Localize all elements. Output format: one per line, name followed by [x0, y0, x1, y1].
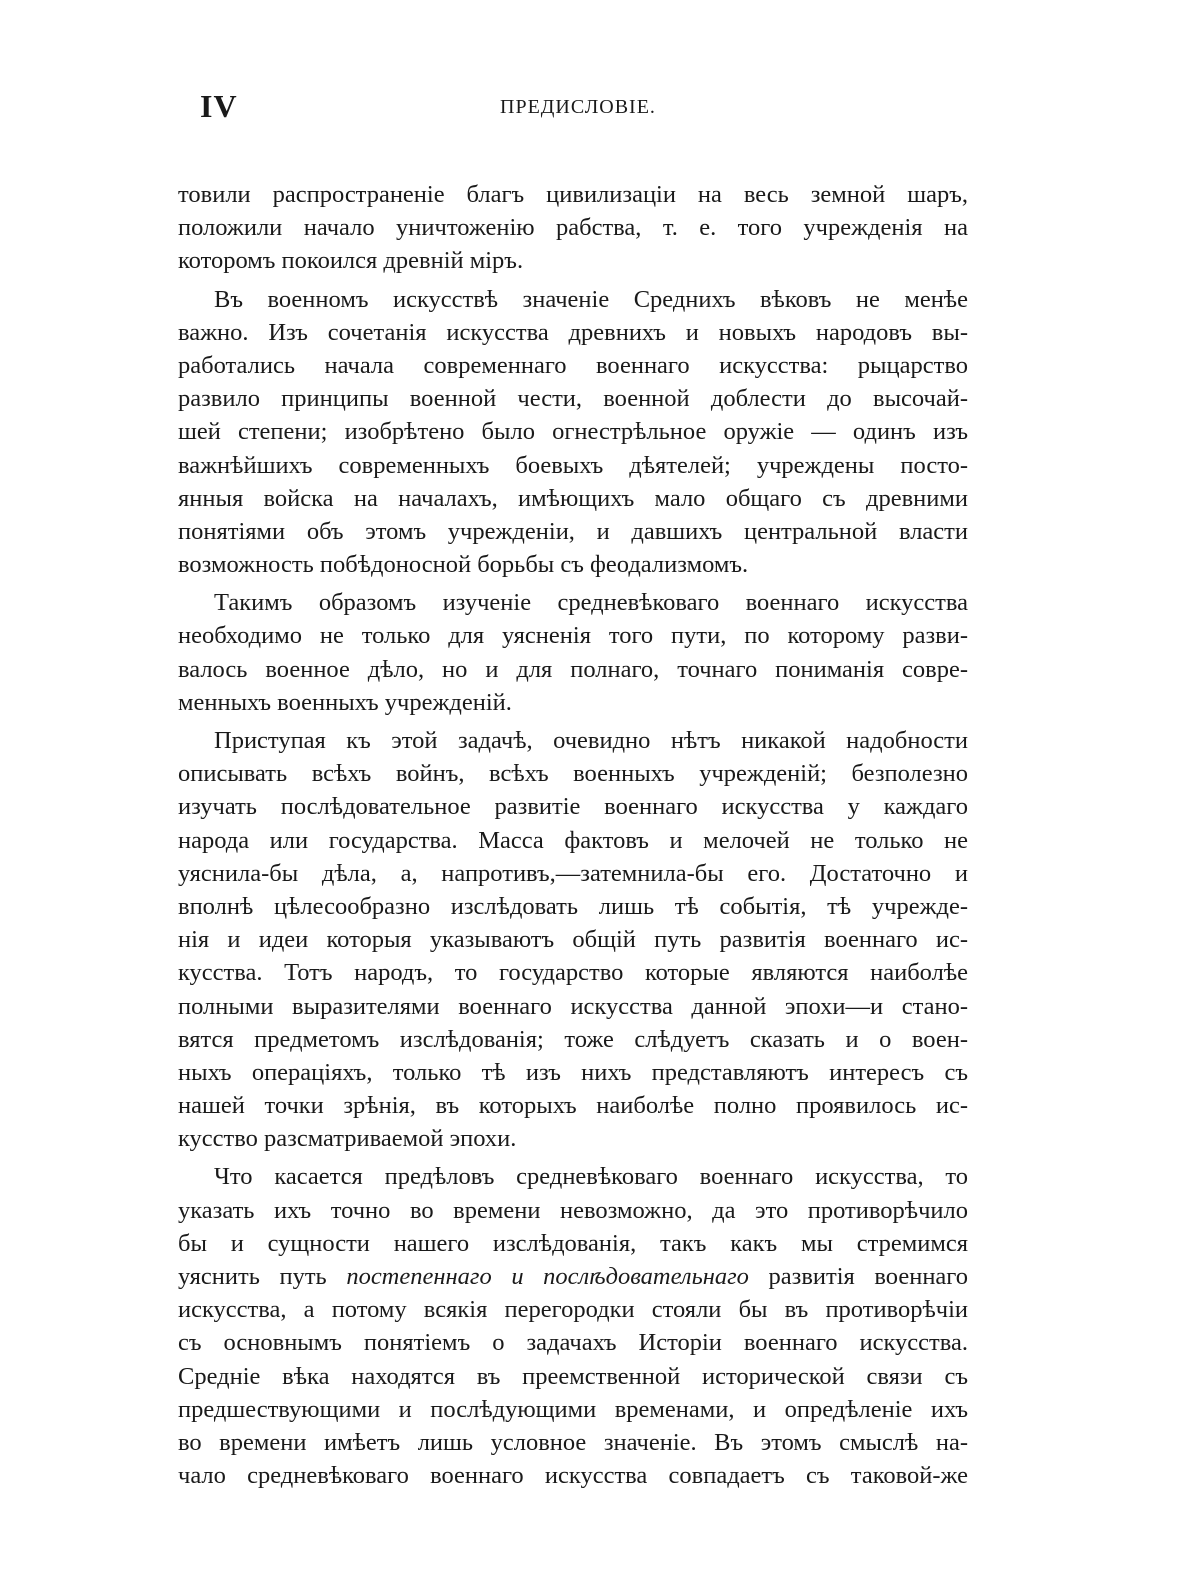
- text-line: Въ военномъ искусствѣ значеніе Среднихъ вѣковъ не менѣе: [214, 285, 968, 313]
- paragraph: [178, 586, 968, 719]
- text-line: ныхъ операціяхъ, только тѣ изъ нихъ представляютъ интересъ съ: [178, 1058, 968, 1086]
- text-line: необходимо не только для уясненія того пути, по которому разви-: [178, 622, 968, 650]
- text-line: уяснить путь постепеннаго и послѣдовательнаго развитія военнаго: [178, 1263, 968, 1290]
- text-line: предшествующими и послѣдующими временами, и опредѣленіе ихъ: [178, 1395, 968, 1423]
- text-line: которомъ покоился древній міръ.: [178, 247, 524, 275]
- page-header: [200, 88, 990, 128]
- text-line: съ основнымъ понятіемъ о задачахъ Исторіи военнаго искусства.: [178, 1329, 968, 1357]
- text-line: бы и сущности нашего изслѣдованія, такъ какъ мы стремимся: [178, 1229, 968, 1257]
- text-line: товили распространеніе благъ цивилизаціи на весь земной шаръ,: [178, 181, 968, 208]
- text-line: янныя войска на началахъ, имѣющихъ мало общаго съ древними: [178, 484, 968, 512]
- paragraph: [178, 178, 968, 278]
- text-line: изучать послѣдовательное развитіе военнаго искусства у каждаго: [178, 793, 968, 821]
- text-line: указать ихъ точно во времени невозможно, да это противорѣчило: [178, 1196, 968, 1224]
- text-line: нашей точки зрѣнія, въ которыхъ наиболѣе полно проявилось ис-: [178, 1092, 968, 1120]
- text-line: важнѣйшихъ современныхъ боевыхъ дѣятелей; учреждены посто-: [178, 451, 968, 479]
- text-line: шей степени; изобрѣтено было огнестрѣльное оружіе — одинъ изъ: [178, 418, 968, 446]
- text-line: Что касается предѣловъ средневѣковаго военнаго искусства, то: [214, 1163, 968, 1191]
- text-line: важно. Изъ сочетанія искусства древнихъ и новыхъ народовъ вы-: [178, 318, 968, 346]
- text-line: уяснила-бы дѣла, а, напротивъ,—затемнила-бы его. Достаточно и: [178, 859, 968, 887]
- emphasized-text: постепеннаго и послѣдовательнаго: [346, 1263, 749, 1290]
- text-line: работались начала современнаго военнаго искусства: рыцарство: [178, 351, 968, 379]
- paragraph: [178, 283, 968, 582]
- text-line: менныхъ военныхъ учрежденій.: [178, 688, 512, 716]
- text-line: вятся предметомъ изслѣдованія; тоже слѣдуетъ сказать и о воен-: [178, 1025, 968, 1053]
- text-line: народа или государства. Масса фактовъ и мелочей не только не: [178, 826, 968, 854]
- text-line: возможность побѣдоносной борьбы съ феодализмомъ.: [178, 551, 749, 579]
- text-line: развило принципы военной чести, военной доблести до высочай-: [178, 385, 968, 413]
- text-line: валось военное дѣло, но и для полнаго, точнаго пониманія совре-: [178, 655, 968, 683]
- paragraph: [178, 724, 968, 1155]
- text-line: кусства. Тотъ народъ, то государство которые являются наиболѣе: [178, 959, 968, 987]
- page-number: IV: [200, 88, 238, 124]
- text-line: полными выразителями военнаго искусства данной эпохи—и стано-: [178, 992, 968, 1020]
- text-line: понятіями объ этомъ учрежденіи, и давшихъ центральной власти: [178, 517, 968, 545]
- text-line: описывать всѣхъ войнъ, всѣхъ военныхъ учрежденій; безполезно: [178, 760, 968, 788]
- paragraph: [178, 1160, 968, 1492]
- text-line: во времени имѣетъ лишь условное значеніе. Въ этомъ смыслѣ на-: [178, 1428, 968, 1456]
- text-line: кусство разсматриваемой эпохи.: [178, 1125, 517, 1153]
- text-line: чало средневѣковаго военнаго искусства совпадаетъ съ таковой-же: [178, 1462, 968, 1490]
- text-line: Такимъ образомъ изученіе средневѣковаго военнаго искусства: [214, 589, 968, 617]
- running-head: ПРЕДИСЛОВІЕ.: [500, 96, 656, 118]
- text-line: искусства, а потому всякія перегородки стояли бы въ противорѣчіи: [178, 1296, 968, 1324]
- text-line: нія и идеи которыя указываютъ общій путь развитія военнаго ис-: [178, 926, 968, 954]
- text-line: Приступая къ этой задачѣ, очевидно нѣтъ никакой надобности: [214, 727, 968, 754]
- text-line: вполнѣ цѣлесообразно изслѣдовать лишь тѣ событія, тѣ учрежде-: [178, 892, 968, 920]
- text-line: положили начало уничтоженію рабства, т. е. того учрежденія на: [178, 214, 968, 242]
- text-line: Средніе вѣка находятся въ преемственной исторической связи съ: [178, 1362, 968, 1390]
- page-body: [178, 178, 968, 1497]
